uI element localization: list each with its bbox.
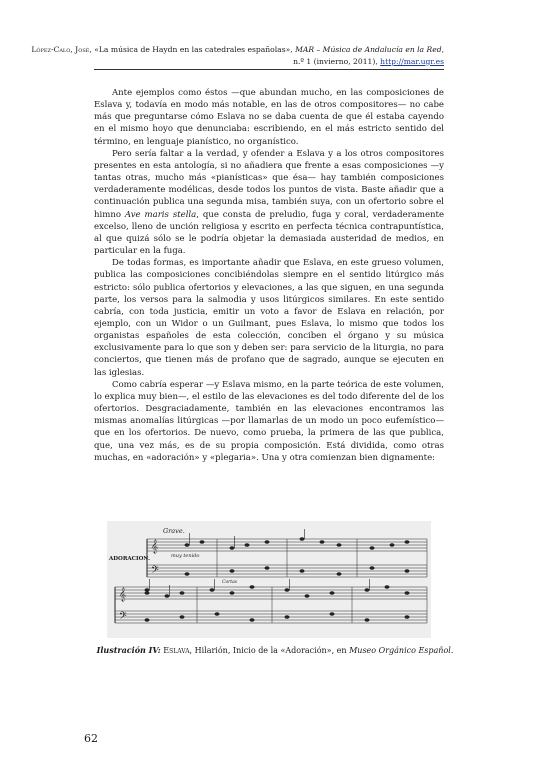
page-number: 62 [84,732,98,745]
paragraph-2-part-a: Pero sería faltar a la verdad, y ofender a Eslava y a los otros compositores presentes en esta antología, si no añadiera que frente a esas composiciones —y tantas otras, mucho más «pianísticas» que ésa— hay también composiciones verdaderamente modélicas, desde todos los puntos de vista. Baste añadir que a continuación publica una segunda misa, también suya, con un ofertorio sobre el himno [94,148,444,220]
expression-mark-1: muy tenido [171,553,200,559]
figure-caption [84,645,466,656]
svg-text:𝄞: 𝄞 [119,587,127,601]
svg-text:𝄢: 𝄢 [151,564,159,578]
body-text [94,87,444,464]
header-journal: MAR – Música de Andalucía en la Red [295,45,442,54]
header-rule [94,69,444,70]
paragraph-4: Como cabría esperar —y Eslava mismo, en la parte teórica de este volumen, lo explica muy bien—, el estilo de las elevaciones es del todo diferente del de los ofertorios. Desgraciadamente, también en las elevaciones encontramos las mismas anomalías litúrgicas —por llamarlas de un modo un poco eufemístico— que en los ofertorios. De nuevo, como prueba, la primera de las que publica, que, una vez más, es de su propia composición. Está dividida, como otras muchas, en «adoración» y «plegaria». Una y otra comienzan bien dignamente: [94,379,444,463]
hymn-title: Ave maris stella [124,209,197,220]
caption-author: Eslava [163,646,190,655]
paragraph-2 [94,148,444,257]
section-label: ADORACION. [109,556,150,562]
paragraph-3: De todas formas, es importante añadir que Eslava, en este grueso volumen, publica las composiciones concibiéndolas siempre en el sentido litúrgico más estricto: sólo publica ofertorios y elevaciones, a las que siguen, en una segunda parte, los versos para la salmodia y usos litúrgicos similares. En este sentido cabría, con toda justicia, emitir un voto a favor de Eslava en relación, por ejemplo, con un Widor o un Guilmant, pues Eslava, lo mismo que todos los organistas españoles de esta colección, conciben el órgano y su música exclusivamente para lo que son y deben ser: para servicio de la liturgia, no para conciertos, que tienen más de profano que de sagrado, aunque se ejecuten en las iglesias. [94,258,444,378]
paragraph-2-part-b: , que consta de preludio, fuga y coral, verdaderamente excelso, lleno de unción religiosa y escrito en perfecta técnica contrapuntística, al que quizá sólo se le podría objetar la demasiada austeridad de medios, en particular en la fuga. [94,209,445,257]
music-score-figure [107,521,431,638]
caption-source: Museo Orgánico Español. [349,646,454,655]
caption-text: , Hilarión, Inicio de la «Adoración», en [189,646,347,655]
svg-text:𝄞: 𝄞 [151,539,159,553]
running-header: López-Calo, José, «La música de Haydn en las catedrales españolas», MAR – Música de Andalucía en la Red, n.º 1 (invierno, 2011), http://mar.ugr.es [31,45,444,66]
caption-label: Ilustración IV: [96,645,161,655]
tempo-marking: Grave. [163,527,185,535]
header-url-link[interactable]: http://mar.ugr.es [380,56,444,66]
expression-mark-2: Cortas [222,580,238,585]
paragraph-1: Ante ejemplos como éstos —que abundan mucho, en las composiciones de Eslava y, todavía en modo más notable, en las de otros compositores— no cabe más que preguntarse cómo Eslava no se daba cuenta de que él estaba cayendo en el mismo hoyo que denunciaba: escribiendo, en el más estricto sentido del término, en lenguaje pianístico, no organístico. [94,88,444,147]
header-author: López-Calo, José [31,45,90,54]
header-issue: n.º 1 (invierno, 2011) [293,56,376,66]
music-score-image [107,521,431,638]
svg-text:𝄢: 𝄢 [119,610,127,624]
header-title: «La música de Haydn en las catedrales españolas» [94,45,291,54]
